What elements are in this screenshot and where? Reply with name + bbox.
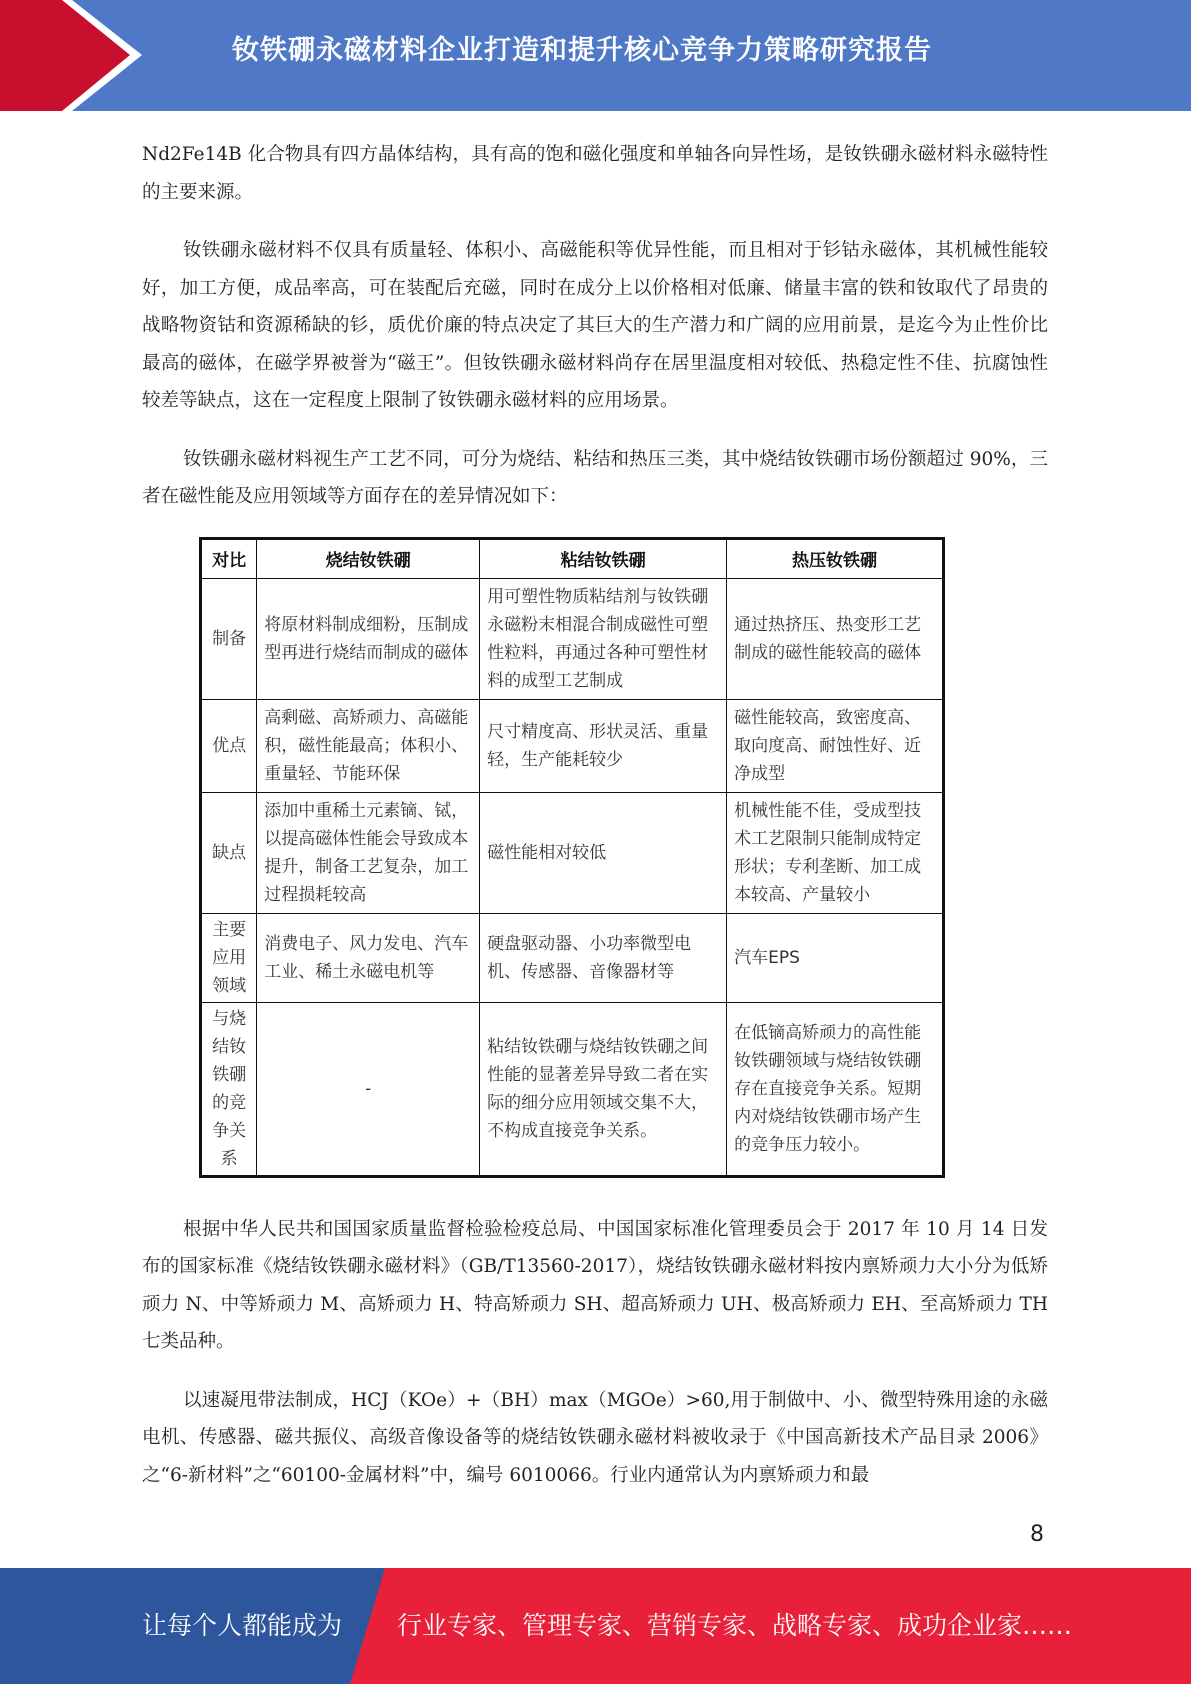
table-cell: 尺寸精度高、形状灵活、重量轻，生产能耗较少 xyxy=(480,699,727,792)
paragraph: Nd2Fe14B 化合物具有四方晶体结构，具有高的饱和磁化强度和单轴各向异性场，是钕铁硼永磁材料永磁特性的主要来源。 xyxy=(142,144,1048,203)
footer-slogan-left: 让每个人都能成为 xyxy=(142,1611,343,1640)
report-title: 钕铁硼永磁材料企业打造和提升核心竞争力策略研究报告 xyxy=(232,35,932,66)
page-content xyxy=(142,136,1048,1515)
table-cell: 硬盘驱动器、小功率微型电机、传感器、音像器材等 xyxy=(480,913,727,1002)
table-cell: 将原材料制成细粉，压制成型再进行烧结而制成的磁体 xyxy=(257,578,480,699)
table-cell: 汽车EPS xyxy=(727,913,944,1002)
table-cell: 添加中重稀土元素镝、铽，以提高磁体性能会导致成本提升，制备工艺复杂，加工过程损耗较高 xyxy=(257,792,480,913)
footer-slogan-right: 行业专家、管理专家、营销专家、战略专家、成功企业家…… xyxy=(397,1611,1073,1640)
table-header-cell: 粘结钕铁硼 xyxy=(480,538,727,578)
paragraph: 以速凝甩带法制成，HCJ（KOe）+（BH）max（MGOe）>60,用于制做中、小、微型特殊用途的永磁电机、传感器、磁共振仪、高级音像设备等的烧结钕铁硼永磁材料被收录于《中国高新技术产品目录 2006》之“6-新材料”之“60100-金属材料”中，编号 6010066。行业内通常认为内禀矫顽力和最 xyxy=(142,1389,1048,1486)
table-cell: 高剩磁、高矫顽力、高磁能积，磁性能最高；体积小、重量轻、节能环保 xyxy=(257,699,480,792)
table-row-label: 制备 xyxy=(201,578,257,699)
table-cell: 消费电子、风力发电、汽车工业、稀土永磁电机等 xyxy=(257,913,480,1002)
table-row xyxy=(201,578,944,699)
table-header-cell: 烧结钕铁硼 xyxy=(257,538,480,578)
table-row xyxy=(201,913,944,1002)
table-cell: 粘结钕铁硼与烧结钕铁硼之间性能的显著差异导致二者在实际的细分应用领域交集不大，不构成直接竞争关系。 xyxy=(480,1002,727,1176)
table-cell: 在低镝高矫顽力的高性能钕铁硼领域与烧结钕铁硼存在直接竞争关系。短期内对烧结钕铁硼市场产生的竞争压力较小。 xyxy=(727,1002,944,1176)
page-header xyxy=(0,0,1191,111)
table-cell: - xyxy=(257,1002,480,1176)
paragraph: 钕铁硼永磁材料不仅具有质量轻、体积小、高磁能积等优异性能，而且相对于钐钴永磁体，其机械性能较好，加工方便，成品率高，可在装配后充磁，同时在成分上以价格相对低廉、储量丰富的铁和钕取代了昂贵的战略物资钴和资源稀缺的钐，质优价廉的特点决定了其巨大的生产潜力和广阔的应用前景，是迄今为止性价比最高的磁体，在磁学界被誉为“磁王”。但钕铁硼永磁材料尚存在居里温度相对较低、热稳定性不佳、抗腐蚀性较差等缺点，这在一定程度上限制了钕铁硼永磁材料的应用场景。 xyxy=(142,240,1048,411)
table-cell: 通过热挤压、热变形工艺制成的磁性能较高的磁体 xyxy=(727,578,944,699)
table-row-label: 优点 xyxy=(201,699,257,792)
comparison-table-wrapper xyxy=(199,537,1048,1178)
table-cell: 用可塑性物质粘结剂与钕铁硼永磁粉末相混合制成磁性可塑性粒料，再通过各种可塑性材料的成型工艺制成 xyxy=(480,578,727,699)
table-row-label: 缺点 xyxy=(201,792,257,913)
page-number: 8 xyxy=(1030,1522,1044,1547)
paragraph: 钕铁硼永磁材料视生产工艺不同，可分为烧结、粘结和热压三类，其中烧结钕铁硼市场份额超过 90%，三者在磁性能及应用领域等方面存在的差异情况如下： xyxy=(142,448,1048,507)
header-arrow-graphic xyxy=(0,0,160,111)
table-row-label: 与烧结钕铁硼的竞争关系 xyxy=(201,1002,257,1176)
paragraph: 根据中华人民共和国国家质量监督检验检疫总局、中国国家标准化管理委员会于 2017 年 10 月 14 日发布的国家标准《烧结钕铁硼永磁材料》（GB/T13560-2017），烧结钕铁硼永磁材料按内禀矫顽力大小分为低矫顽力 N、中等矫顽力 M、高矫顽力 H、特高矫顽力 SH、超高矫顽力 UH、极高矫顽力 EH、至高矫顽力 TH 七类品种。 xyxy=(142,1218,1048,1352)
table-header-cell: 热压钕铁硼 xyxy=(727,538,944,578)
page-footer xyxy=(0,1568,1191,1684)
table-cell: 磁性能相对较低 xyxy=(480,792,727,913)
table-header-cell: 对比 xyxy=(201,538,257,578)
ndfeb-comparison-table xyxy=(199,537,945,1178)
table-row-label: 主要应用领域 xyxy=(201,913,257,1002)
table-row xyxy=(201,792,944,913)
table-header-row xyxy=(201,538,944,578)
table-cell: 磁性能较高，致密度高、取向度高、耐蚀性好、近净成型 xyxy=(727,699,944,792)
table-row xyxy=(201,1002,944,1176)
table-row xyxy=(201,699,944,792)
table-cell: 机械性能不佳，受成型技术工艺限制只能制成特定形状；专利垄断、加工成本较高、产量较小 xyxy=(727,792,944,913)
